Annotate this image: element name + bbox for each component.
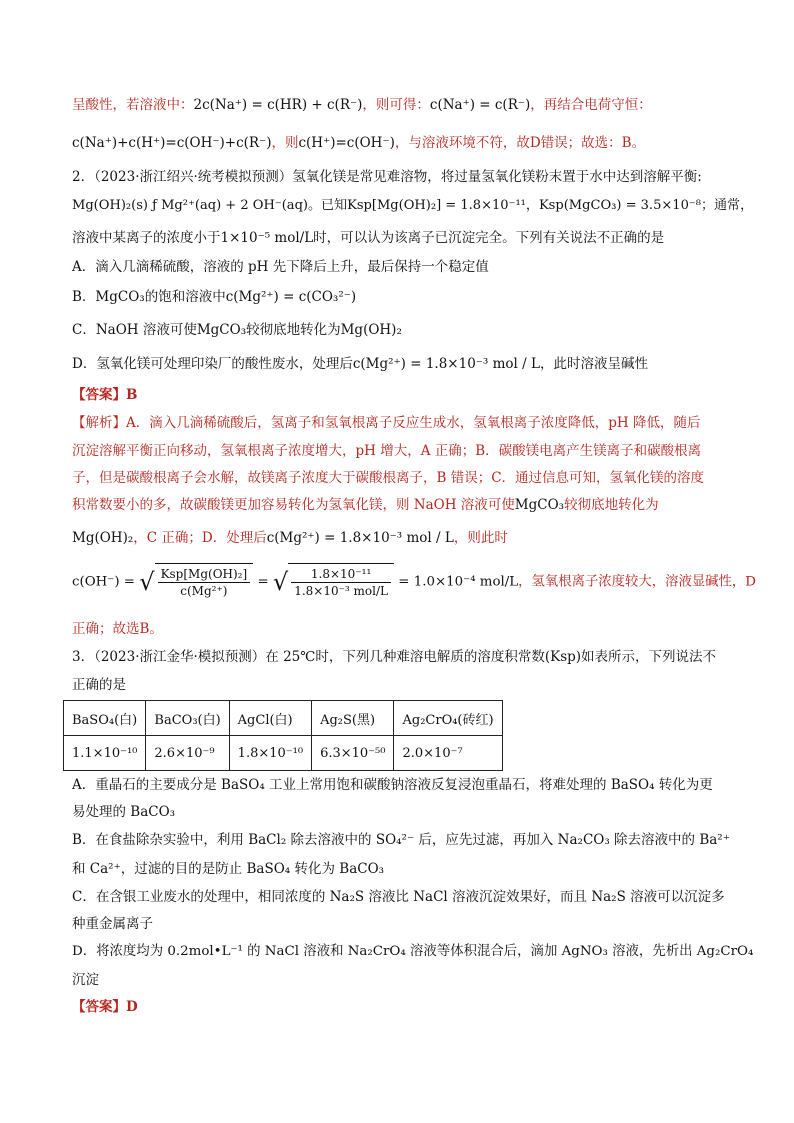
q3-option-b-line-2: 和 Ca²⁺，过滤的目的是防止 BaSO₄ 转化为 BaCO₃ [72, 861, 385, 877]
explanation-text: ，C 正确；D．处理后 [133, 530, 267, 546]
formula: Mg(OH)₂ [72, 530, 134, 546]
formula: c(Mg²⁺) = 1.8×10⁻³ mol / L [352, 356, 540, 372]
ksp-table [63, 700, 503, 771]
q1-tail-line-1 [72, 96, 652, 114]
q2-stem-line-2 [72, 197, 753, 215]
option-text: C．NaOH 溶液可使 [72, 322, 197, 338]
q3-option-a-line-1: A．重晶石的主要成分是 BaSO₄ 工业上常用饱和碳酸钠溶液反复浸泡重晶石，将难处理的 BaSO₄ 转化为更 [72, 777, 713, 793]
q2-stem-line-1: 2．（2023·浙江绍兴·统考模拟预测）氢氧化镁是常见难溶物，将过量氢氧化镁粉末置于水中达到溶解平衡: [72, 169, 702, 185]
q1-tail-line-2 [72, 134, 645, 152]
table-header-cell: Ag₂S(黑) [312, 701, 394, 736]
table-cell: 6.3×10⁻⁵⁰ [312, 736, 394, 771]
table-cell: 1.8×10⁻¹⁰ [229, 736, 311, 771]
fraction-numerator: 1.8×10⁻¹¹ [291, 566, 391, 583]
formula-result: = 1.0×10⁻⁴ mol/L [398, 574, 519, 590]
q2-explanation-line-5 [72, 529, 508, 547]
q1-tail-text: 呈酸性，若溶液中： [72, 97, 194, 113]
q1-tail-text: ，则 [271, 135, 299, 151]
option-text: ，此时溶液呈碱性 [539, 356, 648, 372]
q3-answer: 【答案】D [72, 999, 138, 1015]
fraction-denominator: 1.8×10⁻³ mol/L [294, 584, 389, 598]
option-label: B． [72, 289, 96, 305]
q3-option-c-line-1: C．在含银工业废水的处理中，相同浓度的 Na₂S 溶液比 NaCl 溶液沉淀效果好，而且 Na₂S 溶液可以沉淀多 [72, 889, 725, 905]
sqrt-body [155, 563, 254, 601]
fraction-denominator: c(Mg²⁺) [180, 584, 228, 598]
q2-option-b [72, 288, 356, 306]
q1-tail-equation: c(Na⁺) = c(R⁻) [429, 97, 531, 113]
table-header-cell: BaCO₃(白) [146, 701, 229, 736]
q1-tail-equation: c(Na⁺)+c(H⁺)=c(OH⁻)+c(R⁻) [72, 135, 272, 151]
q3-option-b-line-1: B．在食盐除杂实验中，利用 BaCl₂ 除去溶液中的 SO₄²⁻ 后，应先过滤，再加入 Na₂CO₃ 除去溶液中的 Ba²⁺ [72, 832, 730, 848]
table-cell: 2.0×10⁻⁷ [394, 736, 502, 771]
formula-lhs: c(OH⁻) = [72, 574, 136, 590]
q1-tail-equation: 2c(Na⁺) = c(HR) + c(R⁻) [193, 97, 363, 113]
q2-ksp-mgoh2: Ksp[Mg(OH)₂] = 1.8×10⁻¹¹ [347, 198, 526, 213]
explanation-text: ，氢氧根离子浓度较大，溶液显碱性，D [518, 574, 756, 590]
formula: MgCO₃ [514, 497, 565, 513]
q3-stem-line-1: 3．（2023·浙江金华·模拟预测）在 25℃时，下列几种难溶电解质的溶度积常数(Ksp)如表所示，下列说法不 [72, 649, 717, 665]
q3-option-d-line-1: D．将浓度均为 0.2mol•L⁻¹ 的 NaCl 溶液和 Na₂CrO₄ 溶液等体积混合后，滴加 AgNO₃ 溶液，先析出 Ag₂CrO₄ [72, 944, 754, 959]
q2-answer: 【答案】B [72, 387, 138, 403]
fraction-numerator: Ksp[Mg(OH)₂] [158, 566, 251, 583]
sqrt-body [288, 563, 394, 601]
q1-tail-text: ，再结合电荷守恒： [530, 97, 652, 113]
option-text: 的饱和溶液中 [144, 289, 226, 305]
explanation-text: 积常数要小的多，故碳酸镁更加容易转化为氢氧化镁，则 NaOH 溶液可使 [72, 497, 515, 513]
formula: c(Mg²⁺) = c(CO₃²⁻) [225, 289, 357, 305]
sqrt-icon: √ [272, 568, 289, 596]
explanation-text: 较彻底地转化为 [564, 497, 659, 513]
q3-option-d-line-2: 沉淀 [72, 972, 99, 988]
table-row [64, 736, 503, 771]
q3-option-c-line-2: 种重金属离子 [72, 916, 153, 932]
q2-option-a: A．滴入几滴稀硫酸，溶液的 pH 先下降后上升，最后保持一个稳定值 [72, 259, 489, 275]
q1-tail-equation: c(H⁺)=c(OH⁻) [298, 135, 395, 151]
q2-explanation-line-1: 【解析】A．滴入几滴稀硫酸后，氢离子和氢氧根离子反应生成水，氢氧根离子浓度降低，pH 降低，随后 [72, 415, 701, 431]
table-header-cell: AgCl(白) [229, 701, 311, 736]
table-cell: 2.6×10⁻⁹ [146, 736, 229, 771]
q1-tail-text: ，则可得： [362, 97, 430, 113]
q2-explanation-line-3: 子，但是碳酸根离子会水解，故镁离子浓度大于碳酸根离子，B 错误；C．通过信息可知，氢氧化镁的溶度 [72, 470, 705, 486]
table-header-cell: Ag₂CrO₄(砖红) [394, 701, 502, 736]
formula: Mg(OH)₂ [340, 322, 402, 338]
q3-stem-line-2: 正确的是 [72, 677, 126, 693]
q3-option-a-line-2: 易处理的 BaCO₃ [72, 804, 176, 820]
q2-option-d [72, 355, 648, 373]
table-header-row [64, 701, 503, 736]
q2-equilibrium-equation: Mg(OH)₂(s) ƒ Mg²⁺(aq) + 2 OH⁻(aq) [72, 198, 308, 213]
table-cell: 1.1×10⁻¹⁰ [64, 736, 146, 771]
q2-option-c [72, 321, 402, 339]
q2-stem-text: 。已知 [308, 198, 348, 213]
formula: MgCO₃ [95, 289, 145, 305]
option-text: 较彻底地转化为 [246, 322, 341, 338]
fraction [291, 566, 391, 599]
explanation-text: ，则此时 [453, 530, 508, 546]
formula: MgCO₃ [196, 322, 247, 338]
q2-explanation-line-7: 正确；故选B。 [72, 621, 163, 637]
q2-stem-line-3: 溶液中某离子的浓度小于1×10⁻⁵ mol/L时，可以认为该离子已沉淀完全。下列有关说法不正确的是 [72, 230, 665, 246]
q2-explanation-line-4 [72, 496, 659, 514]
q2-explanation-line-2: 沉淀溶解平衡正向移动，氢氧根离子浓度增大，pH 增大，A 正确；B．碳酸镁电离产生镁离子和碳酸根离 [72, 443, 702, 459]
q2-stem-text: ；通常， [700, 198, 754, 213]
formula: c(Mg²⁺) = 1.8×10⁻³ mol / L [266, 530, 454, 546]
q1-tail-text: ，与溶液环境不符，故D错误；故选：B。 [394, 135, 646, 151]
q2-oh-calculation [72, 563, 756, 601]
q2-stem-text: ， [525, 198, 539, 213]
fraction [158, 566, 251, 599]
table-header-cell: BaSO₄(白) [64, 701, 146, 736]
q2-ksp-mgco3: Ksp(MgCO₃) = 3.5×10⁻⁸ [538, 198, 701, 213]
equals-sign: = [257, 574, 269, 590]
sqrt-icon: √ [139, 568, 155, 596]
option-text: D．氢氧化镁可处理印染厂的酸性废水，处理后 [72, 356, 353, 372]
